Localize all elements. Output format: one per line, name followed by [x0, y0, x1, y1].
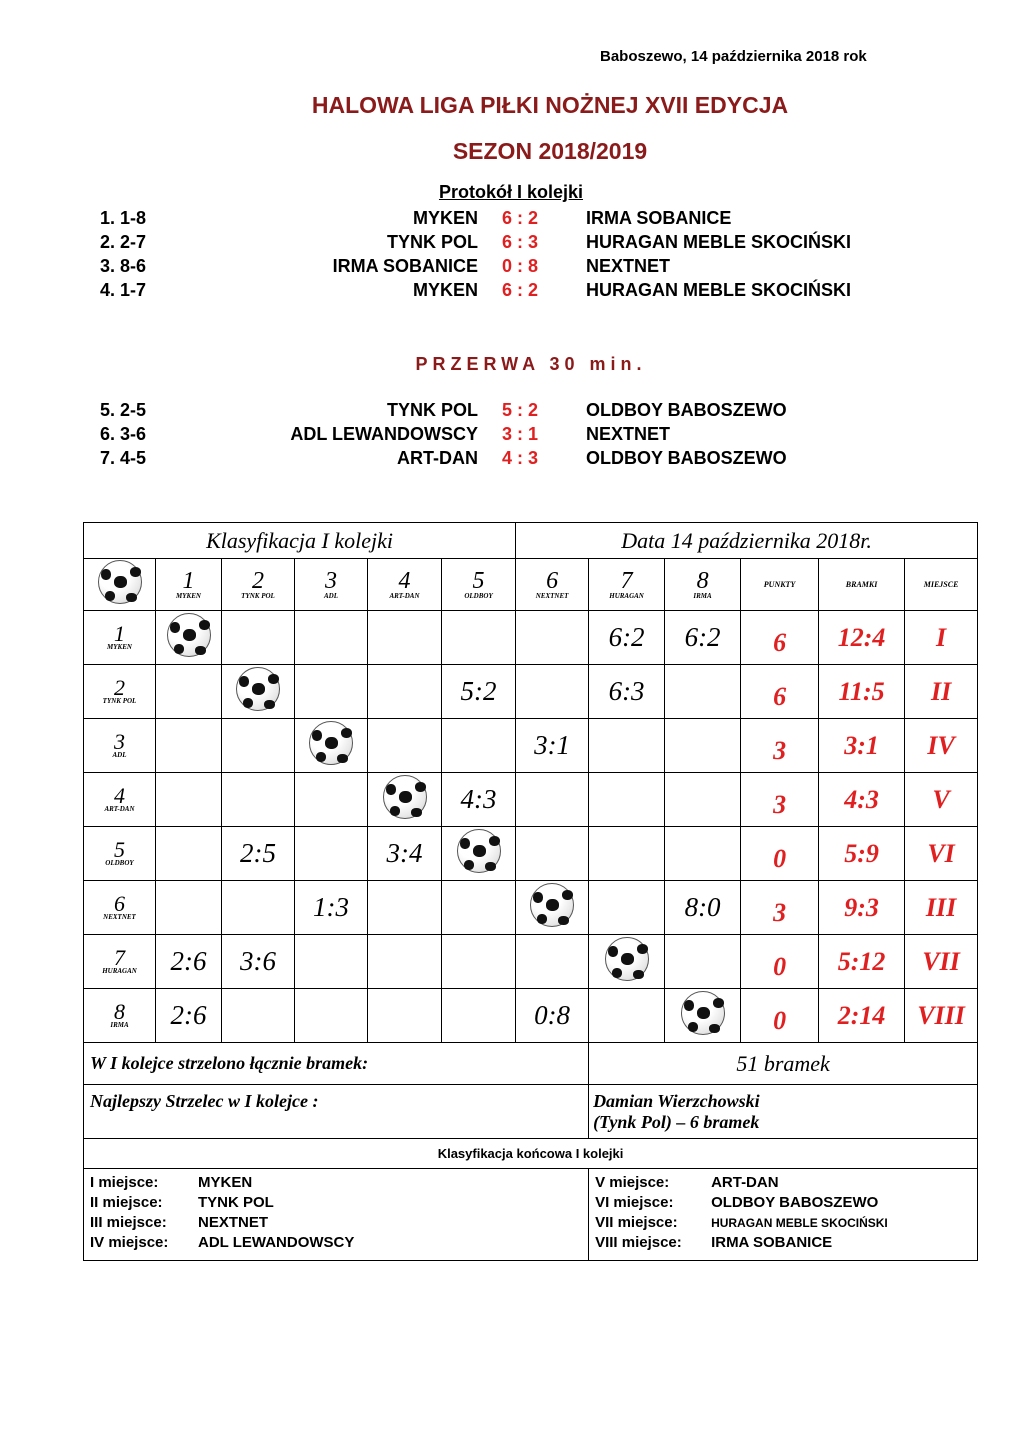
match-row [0, 280, 1024, 304]
result-cell [665, 773, 741, 827]
result-cell [295, 611, 368, 665]
match-number: 1. 1-8 [100, 208, 147, 228]
points-cell: 6 [741, 665, 819, 719]
soccer-ball-icon [383, 775, 427, 819]
match-away-team: OLDBOY BABOSZEWO [586, 448, 787, 468]
match-score: 5 : 2 [502, 400, 539, 420]
season-title: SEZON 2018/2019 [452, 138, 648, 164]
column-team-short: OLDBOY [464, 591, 493, 600]
match-score: 3 : 1 [502, 424, 539, 444]
result-cell [295, 665, 368, 719]
match-score: 4 : 3 [502, 448, 539, 468]
match-number: 7. 4-5 [100, 448, 147, 468]
result-cell [589, 989, 665, 1043]
match-home-team: TYNK POL [386, 232, 478, 252]
result-cell [516, 935, 589, 989]
final-team-name: TYNK POL [198, 1194, 274, 1211]
result-cell: 2:6 [156, 989, 222, 1043]
result-cell [156, 665, 222, 719]
column-number: 7 [620, 567, 633, 594]
row-number: 2 [114, 674, 125, 700]
match-score: 6 : 2 [502, 280, 539, 300]
column-number: 3 [325, 567, 337, 594]
column-number: 4 [398, 567, 411, 594]
result-cell [156, 719, 222, 773]
row-number: 7 [114, 944, 125, 970]
column-header-team [442, 559, 516, 611]
result-cell: 3:6 [222, 935, 295, 989]
place-cell: VI [905, 827, 978, 881]
match-home-team: ADL LEWANDOWSCY [290, 424, 478, 444]
goals-header: BRAMKI [819, 559, 905, 611]
place-cell: VII [905, 935, 978, 989]
place-date: Baboszewo, 14 października 2018 rok [600, 48, 867, 65]
final-place-label: V miejsce: [595, 1174, 670, 1191]
place-cell: V [905, 773, 978, 827]
result-cell [295, 989, 368, 1043]
row-header-team [84, 719, 156, 773]
final-team-name: IRMA SOBANICE [711, 1234, 833, 1251]
row-team-short: ADL [112, 750, 127, 759]
result-cell [222, 881, 295, 935]
final-team-name: ART-DAN [711, 1174, 779, 1191]
soccer-ball-icon [530, 883, 574, 927]
result-cell: 6:3 [589, 665, 665, 719]
match-score: 6 : 2 [502, 208, 539, 228]
row-header-team [84, 665, 156, 719]
column-team-short: IRMA [693, 591, 712, 600]
row-number: 6 [114, 890, 125, 916]
final-standings-left [84, 1169, 589, 1261]
match-away-team: HURAGAN MEBLE SKOCIŃSKI [586, 280, 852, 300]
result-cell [368, 935, 442, 989]
final-place-label: III miejsce: [90, 1214, 167, 1231]
row-team-short: MYKEN [107, 642, 132, 651]
final-standing-item [595, 1193, 971, 1213]
column-header-team [665, 559, 741, 611]
row-header-team [84, 773, 156, 827]
match-away-team: HURAGAN MEBLE SKOCIŃSKI [586, 232, 852, 252]
match-row [0, 232, 1024, 256]
table-row [84, 665, 978, 719]
league-title: HALOWA LIGA PIŁKI NOŻNEJ XVII EDYCJA [311, 92, 789, 118]
place-cell: I [905, 611, 978, 665]
table-row [84, 989, 978, 1043]
diagonal-cell [368, 773, 442, 827]
row-team-short: HURAGAN [102, 966, 137, 975]
column-header-team [222, 559, 295, 611]
column-header-team [589, 559, 665, 611]
points-cell: 3 [741, 881, 819, 935]
points-header: PUNKTY [741, 559, 819, 611]
result-cell [589, 773, 665, 827]
soccer-ball-icon [681, 991, 725, 1035]
column-team-short: HURAGAN [609, 591, 644, 600]
result-cell [156, 881, 222, 935]
row-number: 8 [114, 998, 125, 1024]
goals-cell: 3:1 [819, 719, 905, 773]
result-cell [516, 827, 589, 881]
diagonal-cell [156, 611, 222, 665]
place-cell: II [905, 665, 978, 719]
table-row [84, 881, 978, 935]
total-goals-value: 51 bramek [589, 1043, 978, 1085]
result-cell: 6:2 [665, 611, 741, 665]
final-standing-item [90, 1233, 582, 1253]
place-header: MIEJSCE [905, 559, 978, 611]
top-scorer-detail: (Tynk Pol) – 6 bramek [593, 1111, 760, 1132]
result-cell: 3:4 [368, 827, 442, 881]
match-row [0, 448, 1024, 472]
final-standing-item [90, 1193, 582, 1213]
protocol-title: Protokół I kolejki [438, 182, 584, 202]
row-number: 5 [114, 836, 125, 862]
result-cell: 3:1 [516, 719, 589, 773]
soccer-ball-icon [309, 721, 353, 765]
corner-ball-icon [84, 559, 156, 611]
result-cell [589, 827, 665, 881]
match-score: 0 : 8 [502, 256, 539, 276]
result-cell: 4:3 [442, 773, 516, 827]
final-standing-item [90, 1213, 582, 1233]
diagonal-cell [222, 665, 295, 719]
diagonal-cell [516, 881, 589, 935]
result-cell [222, 611, 295, 665]
final-place-label: VI miejsce: [595, 1194, 674, 1211]
result-cell [516, 773, 589, 827]
standings-table [83, 522, 978, 1261]
column-header-team [516, 559, 589, 611]
row-header-team [84, 827, 156, 881]
points-cell: 0 [741, 827, 819, 881]
row-header-team [84, 935, 156, 989]
final-place-label: IV miejsce: [90, 1234, 169, 1251]
column-team-short: NEXTNET [535, 591, 569, 600]
final-standing-item [595, 1173, 971, 1193]
result-cell: 6:2 [589, 611, 665, 665]
result-cell [156, 827, 222, 881]
column-team-short: TYNK POL [241, 591, 275, 600]
final-team-name: HURAGAN MEBLE SKOCIŃSKI [711, 1216, 888, 1230]
total-goals-label: W I kolejce strzelono łącznie bramek: [84, 1043, 589, 1085]
table-date: Data 14 października 2018r. [516, 523, 978, 559]
result-cell: 1:3 [295, 881, 368, 935]
soccer-ball-icon [457, 829, 501, 873]
column-team-short: ART-DAN [389, 591, 420, 600]
table-row [84, 773, 978, 827]
result-cell [589, 881, 665, 935]
column-number: 5 [472, 567, 485, 594]
result-cell [665, 719, 741, 773]
row-number: 1 [114, 620, 125, 646]
column-team-short: ADL [324, 591, 338, 600]
match-number: 6. 3-6 [100, 424, 147, 444]
final-standings-title: Klasyfikacja końcowa I kolejki [84, 1139, 978, 1169]
final-standing-item [595, 1233, 971, 1253]
place-cell: VIII [905, 989, 978, 1043]
match-row [0, 424, 1024, 448]
result-cell [665, 827, 741, 881]
result-cell: 5:2 [442, 665, 516, 719]
result-cell [442, 611, 516, 665]
column-team-short: MYKEN [176, 591, 201, 600]
column-number: 2 [252, 567, 264, 594]
match-home-team: MYKEN [412, 280, 478, 300]
result-cell [589, 719, 665, 773]
row-team-short: ART-DAN [104, 804, 135, 813]
points-cell: 6 [741, 611, 819, 665]
result-cell [368, 665, 442, 719]
result-cell [295, 935, 368, 989]
row-team-short: OLDBOY [105, 858, 134, 867]
match-number: 2. 2-7 [100, 232, 147, 252]
result-cell [368, 611, 442, 665]
row-team-short: NEXTNET [103, 912, 136, 921]
points-cell: 0 [741, 935, 819, 989]
diagonal-cell [295, 719, 368, 773]
result-cell [222, 719, 295, 773]
goals-cell: 11:5 [819, 665, 905, 719]
goals-cell: 12:4 [819, 611, 905, 665]
match-away-team: NEXTNET [586, 256, 671, 276]
match-row [0, 400, 1024, 424]
table-row [84, 935, 978, 989]
match-home-team: TYNK POL [386, 400, 478, 420]
final-standing-item [595, 1213, 971, 1233]
place-cell: III [905, 881, 978, 935]
match-score: 6 : 3 [502, 232, 539, 252]
result-cell [222, 773, 295, 827]
column-header-team [368, 559, 442, 611]
column-number: 8 [696, 567, 709, 594]
final-team-name: OLDBOY BABOSZEWO [711, 1194, 879, 1211]
final-place-label: II miejsce: [90, 1194, 163, 1211]
result-cell: 2:5 [222, 827, 295, 881]
final-team-name: MYKEN [198, 1174, 253, 1191]
top-scorer [589, 1085, 978, 1139]
table-title: Klasyfikacja I kolejki [84, 523, 516, 559]
row-number: 4 [114, 782, 125, 808]
match-number: 3. 8-6 [100, 256, 147, 276]
goals-cell: 5:12 [819, 935, 905, 989]
column-number: 6 [546, 567, 559, 594]
goals-cell: 5:9 [819, 827, 905, 881]
result-cell [442, 719, 516, 773]
match-home-team: IRMA SOBANICE [332, 256, 478, 276]
row-header-team [84, 881, 156, 935]
result-cell [442, 989, 516, 1043]
diagonal-cell [442, 827, 516, 881]
goals-cell: 2:14 [819, 989, 905, 1043]
match-row [0, 208, 1024, 232]
match-away-team: IRMA SOBANICE [586, 208, 732, 228]
points-cell: 3 [741, 719, 819, 773]
column-number: 1 [182, 567, 195, 594]
match-number: 5. 2-5 [100, 400, 147, 420]
result-cell [368, 881, 442, 935]
soccer-ball-icon [167, 613, 211, 657]
final-standing-item [90, 1173, 582, 1193]
row-header-team [84, 989, 156, 1043]
goals-cell: 4:3 [819, 773, 905, 827]
result-cell [295, 773, 368, 827]
match-row [0, 256, 1024, 280]
final-team-name: ADL LEWANDOWSCY [198, 1234, 355, 1251]
result-cell [516, 611, 589, 665]
break-label: PRZERWA 30 min. [415, 354, 647, 374]
column-header-team [156, 559, 222, 611]
table-row [84, 827, 978, 881]
final-team-name: NEXTNET [198, 1214, 269, 1231]
diagonal-cell [665, 989, 741, 1043]
final-standings-right [589, 1169, 978, 1261]
points-cell: 0 [741, 989, 819, 1043]
table-row [84, 719, 978, 773]
final-place-label: I miejsce: [90, 1174, 159, 1191]
points-cell: 3 [741, 773, 819, 827]
diagonal-cell [589, 935, 665, 989]
result-cell [442, 935, 516, 989]
row-team-short: IRMA [110, 1020, 129, 1029]
result-cell: 2:6 [156, 935, 222, 989]
goals-cell: 9:3 [819, 881, 905, 935]
result-cell [665, 935, 741, 989]
top-scorer-name: Damian Wierzchowski [593, 1090, 760, 1111]
match-number: 4. 1-7 [100, 280, 147, 300]
result-cell [156, 773, 222, 827]
row-header-team [84, 611, 156, 665]
table-row [84, 611, 978, 665]
result-cell [368, 719, 442, 773]
final-place-label: VII miejsce: [595, 1214, 678, 1231]
result-cell: 8:0 [665, 881, 741, 935]
column-header-team [295, 559, 368, 611]
result-cell [222, 989, 295, 1043]
result-cell [442, 881, 516, 935]
match-away-team: NEXTNET [586, 424, 671, 444]
soccer-ball-icon [236, 667, 280, 711]
top-scorer-label: Najlepszy Strzelec w I kolejce : [84, 1085, 589, 1139]
result-cell [665, 665, 741, 719]
result-cell: 0:8 [516, 989, 589, 1043]
place-cell: IV [905, 719, 978, 773]
match-away-team: OLDBOY BABOSZEWO [586, 400, 787, 420]
match-home-team: MYKEN [412, 208, 478, 228]
result-cell [516, 665, 589, 719]
soccer-ball-icon [605, 937, 649, 981]
match-home-team: ART-DAN [397, 448, 478, 468]
result-cell [295, 827, 368, 881]
row-team-short: TYNK POL [102, 696, 137, 705]
result-cell [368, 989, 442, 1043]
final-place-label: VIII miejsce: [595, 1234, 682, 1251]
row-number: 3 [114, 728, 125, 754]
